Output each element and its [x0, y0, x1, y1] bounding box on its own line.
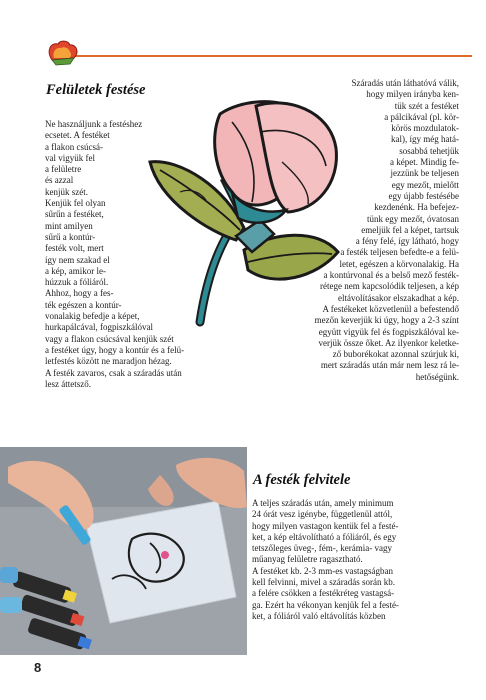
- left-column-text: Ne használjunk a festéshez ecsetet. A festéket a flakon csúcsá- val vigyük fel a felületre és azzal kenjük szét. Kenjük fel olyan sűrűn a festéket, mint amilyen sűrű a kontúr- festék volt, mert így nem szakad el a kép, amikor le- húzzuk a fóliáról. Ahhoz, hogy a fes- ték egészen a kontúr- vonalakig befedje a képet, hurkapálcával, fogpiszkálóval vagy a flakon csúcsával kenjük szét a festéket úgy, hogy a kontúr és a felü- letfestés között ne maradjon hézag. A festék zavaros, csak a száradás után lesz áttetsző.: [45, 119, 185, 389]
- bottom-right-column-text: A teljes száradás után, amely minimum 24 órát vesz igénybe, függetlenül attól, hogy milyen vastagon kentük fel a festé- ket, a kép eltávolítható a fóliáról, és egy tetszőleges üveg-, fém-, kerámia- vagy műanyag felületre ragasztható. A festéket kb. 2-3 mm-es vastagságban kell felvinni, mivel a száradás során kb. a felére csökken a festékréteg vastagsá- ga. Ezért ha vékonyan kenjük fel a festé- ket, a fóliáról való eltávolítás közben: [252, 498, 399, 621]
- paint-application-photo-illustration: [0, 447, 247, 655]
- right-column-text: Száradás után láthatóvá válik, hogy milyen irányba ken- tük szét a festéket a pálcikával (pl. kör- körös mozdulatok- kal), így még hatá- sosabbá tehetjük a képet. Mindig fe- jezzünk be teljesen egy mezőt, mielőtt egy újabb festésébe kezdenénk. Ha befejez- tünk egy mezőt, óvatosan emeljük fel a képet, tartsuk a fény felé, így látható, hogy a festék teljesen befedte-e a felü- letet, egészen a körvonalakig. Ha a kontúrvonal és a belső mező festék- rétege nem kapcsolódik teljesen, a kép eltávolításakor elszakadhat a kép. A festékeket közvetlenül a befestendő mezőn keverjük ki úgy, hogy a 2-3 színt együtt vigyük fel és fogpiszkálóval ke- verjük össze őket. Az ilyenkor keletke- ző buborékokat azonnal szúrjuk ki, mert száradás után már nem lesz rá le- hetőségünk.: [314, 78, 459, 382]
- photo-applying-paint: [0, 447, 247, 655]
- page-number: 8: [34, 660, 42, 675]
- section-title-paint-application: A festék felvitele: [253, 472, 351, 488]
- stained-glass-flower-illustration: [140, 92, 345, 327]
- flower-logo-icon: [44, 38, 80, 68]
- header-rule: [72, 55, 472, 57]
- section-title-surface-painting: Felületek festése: [46, 82, 146, 98]
